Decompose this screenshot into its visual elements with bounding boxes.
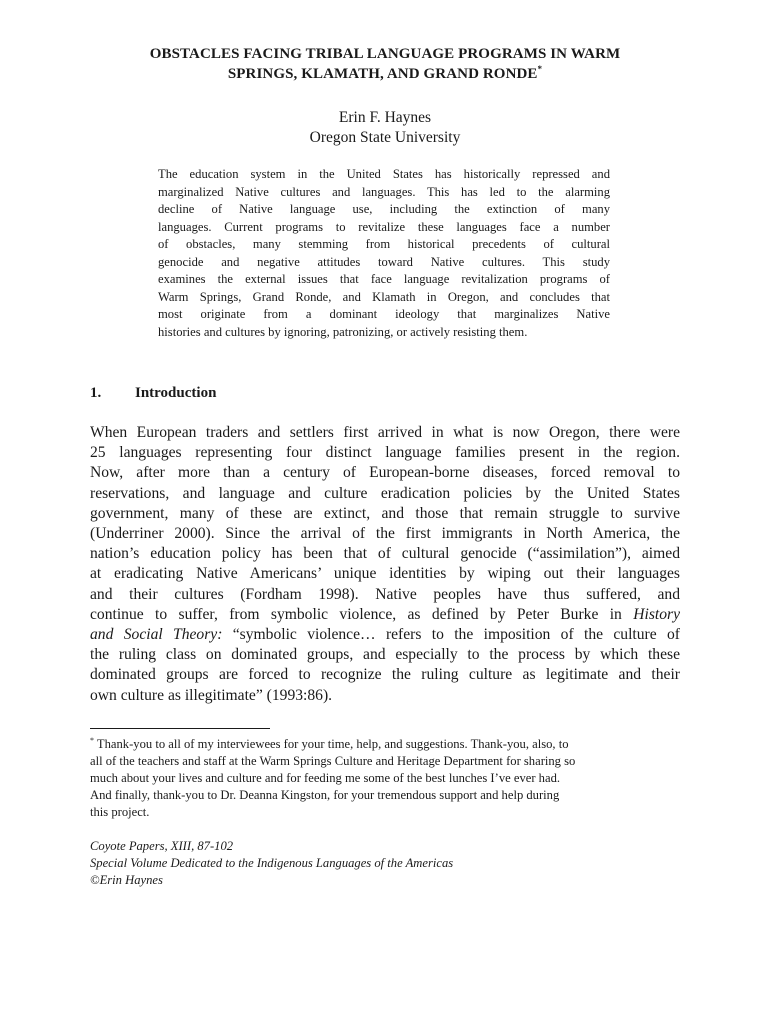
title-footnote-mark[interactable]: * bbox=[537, 64, 543, 74]
body-line: at eradicating Native Americans’ unique identities by wiping out their languages bbox=[90, 565, 680, 583]
title-line-2-text: SPRINGS, KLAMATH, AND GRAND RONDE bbox=[227, 66, 538, 82]
abstract-line: Warm Springs, Grand Ronde, and Klamath in Oregon, and concludes that bbox=[158, 289, 610, 304]
abstract-line: marginalized Native cultures and languages. This has led to the alarming bbox=[158, 184, 610, 199]
author-name: Erin F. Haynes bbox=[338, 109, 432, 126]
book-title-part-1: History bbox=[633, 605, 680, 623]
body-line: When European traders and settlers first arrived in what is now Oregon, there were bbox=[90, 424, 680, 441]
body-line: nation’s education policy has been that of cultural genocide (“assimilation”), aimed bbox=[90, 545, 680, 563]
body-line: 25 languages representing four distinct language families present in the region. bbox=[90, 444, 680, 462]
title-line-2 bbox=[90, 64, 680, 84]
body-line: own culture as illegitimate” (1993:86). bbox=[90, 686, 333, 704]
copyright: ©Erin Haynes bbox=[90, 873, 163, 887]
abstract-line: genocide and negative attitudes toward Native cultures. This study bbox=[158, 254, 610, 269]
body-line: dominated groups are forced to recognize the ruling culture as legitimate and their bbox=[90, 666, 680, 684]
body-line: the ruling class on dominated groups, and especially to the process by which these bbox=[90, 646, 680, 664]
abstract-line: histories and cultures by ignoring, patronizing, or actively resisting them. bbox=[158, 324, 528, 339]
abstract-line: examines the external issues that face language revitalization programs of bbox=[158, 272, 610, 286]
body-line: Now, after more than a century of European-borne diseases, forced removal to bbox=[90, 464, 680, 482]
paper-title bbox=[90, 44, 680, 84]
title-line-1: OBSTACLES FACING TRIBAL LANGUAGE PROGRAMS IN WARM bbox=[149, 46, 621, 62]
body-line: and their cultures (Fordham 1998). Native peoples have thus suffered, and bbox=[90, 585, 680, 603]
footnote-line: this project. bbox=[90, 805, 150, 819]
journal-citation bbox=[90, 838, 680, 889]
abstract-line: The education system in the United States has historically repressed and bbox=[158, 167, 610, 181]
abstract-line: decline of Native language use, including the extinction of many bbox=[158, 202, 610, 216]
body-line-text: “symbolic violence… refers to the imposition of the culture of bbox=[222, 626, 680, 644]
book-title-part-2: and Social Theory: bbox=[90, 626, 223, 644]
body-line: government, many of these are extinct, and those that remain struggle to survive bbox=[90, 504, 680, 522]
body-line: reservations, and language and culture eradication policies by the United States bbox=[90, 484, 680, 502]
abstract-line: of obstacles, many stemming from historical precedents of cultural bbox=[158, 237, 610, 251]
footnote-mark: * bbox=[90, 735, 94, 745]
journal-name: Coyote Papers, XIII, 87-102 bbox=[90, 839, 234, 853]
footnote-line: all of the teachers and staff at the Warm Springs Culture and Heritage Department for sharing so bbox=[90, 754, 576, 768]
body-line-text: continue to suffer, from symbolic violence, as defined by Peter Burke in bbox=[90, 605, 634, 623]
body-line bbox=[90, 605, 680, 625]
journal-volume-note: Special Volume Dedicated to the Indigenous Languages of the Americas bbox=[90, 856, 454, 870]
footnote-divider bbox=[90, 728, 270, 729]
body-paragraph bbox=[90, 423, 680, 706]
abstract-line: languages. Current programs to revitalize these languages face a number bbox=[158, 219, 610, 234]
body-line: (Underriner 2000). Since the arrival of the first immigrants in North America, the bbox=[90, 525, 680, 543]
footnote-line: And finally, thank-you to Dr. Deanna Kingston, for your tremendous support and help during bbox=[90, 788, 560, 802]
section-heading-introduction bbox=[90, 383, 216, 403]
abstract-line: most originate from a dominant ideology that marginalizes Native bbox=[158, 307, 610, 321]
section-title: Introduction bbox=[135, 385, 217, 401]
footnote-text: Thank-you to all of my interviewees for your time, help, and suggestions. Thank-you, also, to bbox=[94, 737, 569, 751]
footnote bbox=[90, 736, 680, 821]
author-affiliation: Oregon State University bbox=[309, 129, 461, 146]
author-block bbox=[90, 108, 680, 148]
section-number: 1. bbox=[90, 385, 102, 401]
footnote-line bbox=[90, 736, 680, 753]
body-line bbox=[90, 625, 680, 645]
footnote-line: much about your lives and culture and for feeding me some of the best lunches I’ve ever had. bbox=[90, 771, 561, 785]
abstract bbox=[158, 166, 610, 341]
